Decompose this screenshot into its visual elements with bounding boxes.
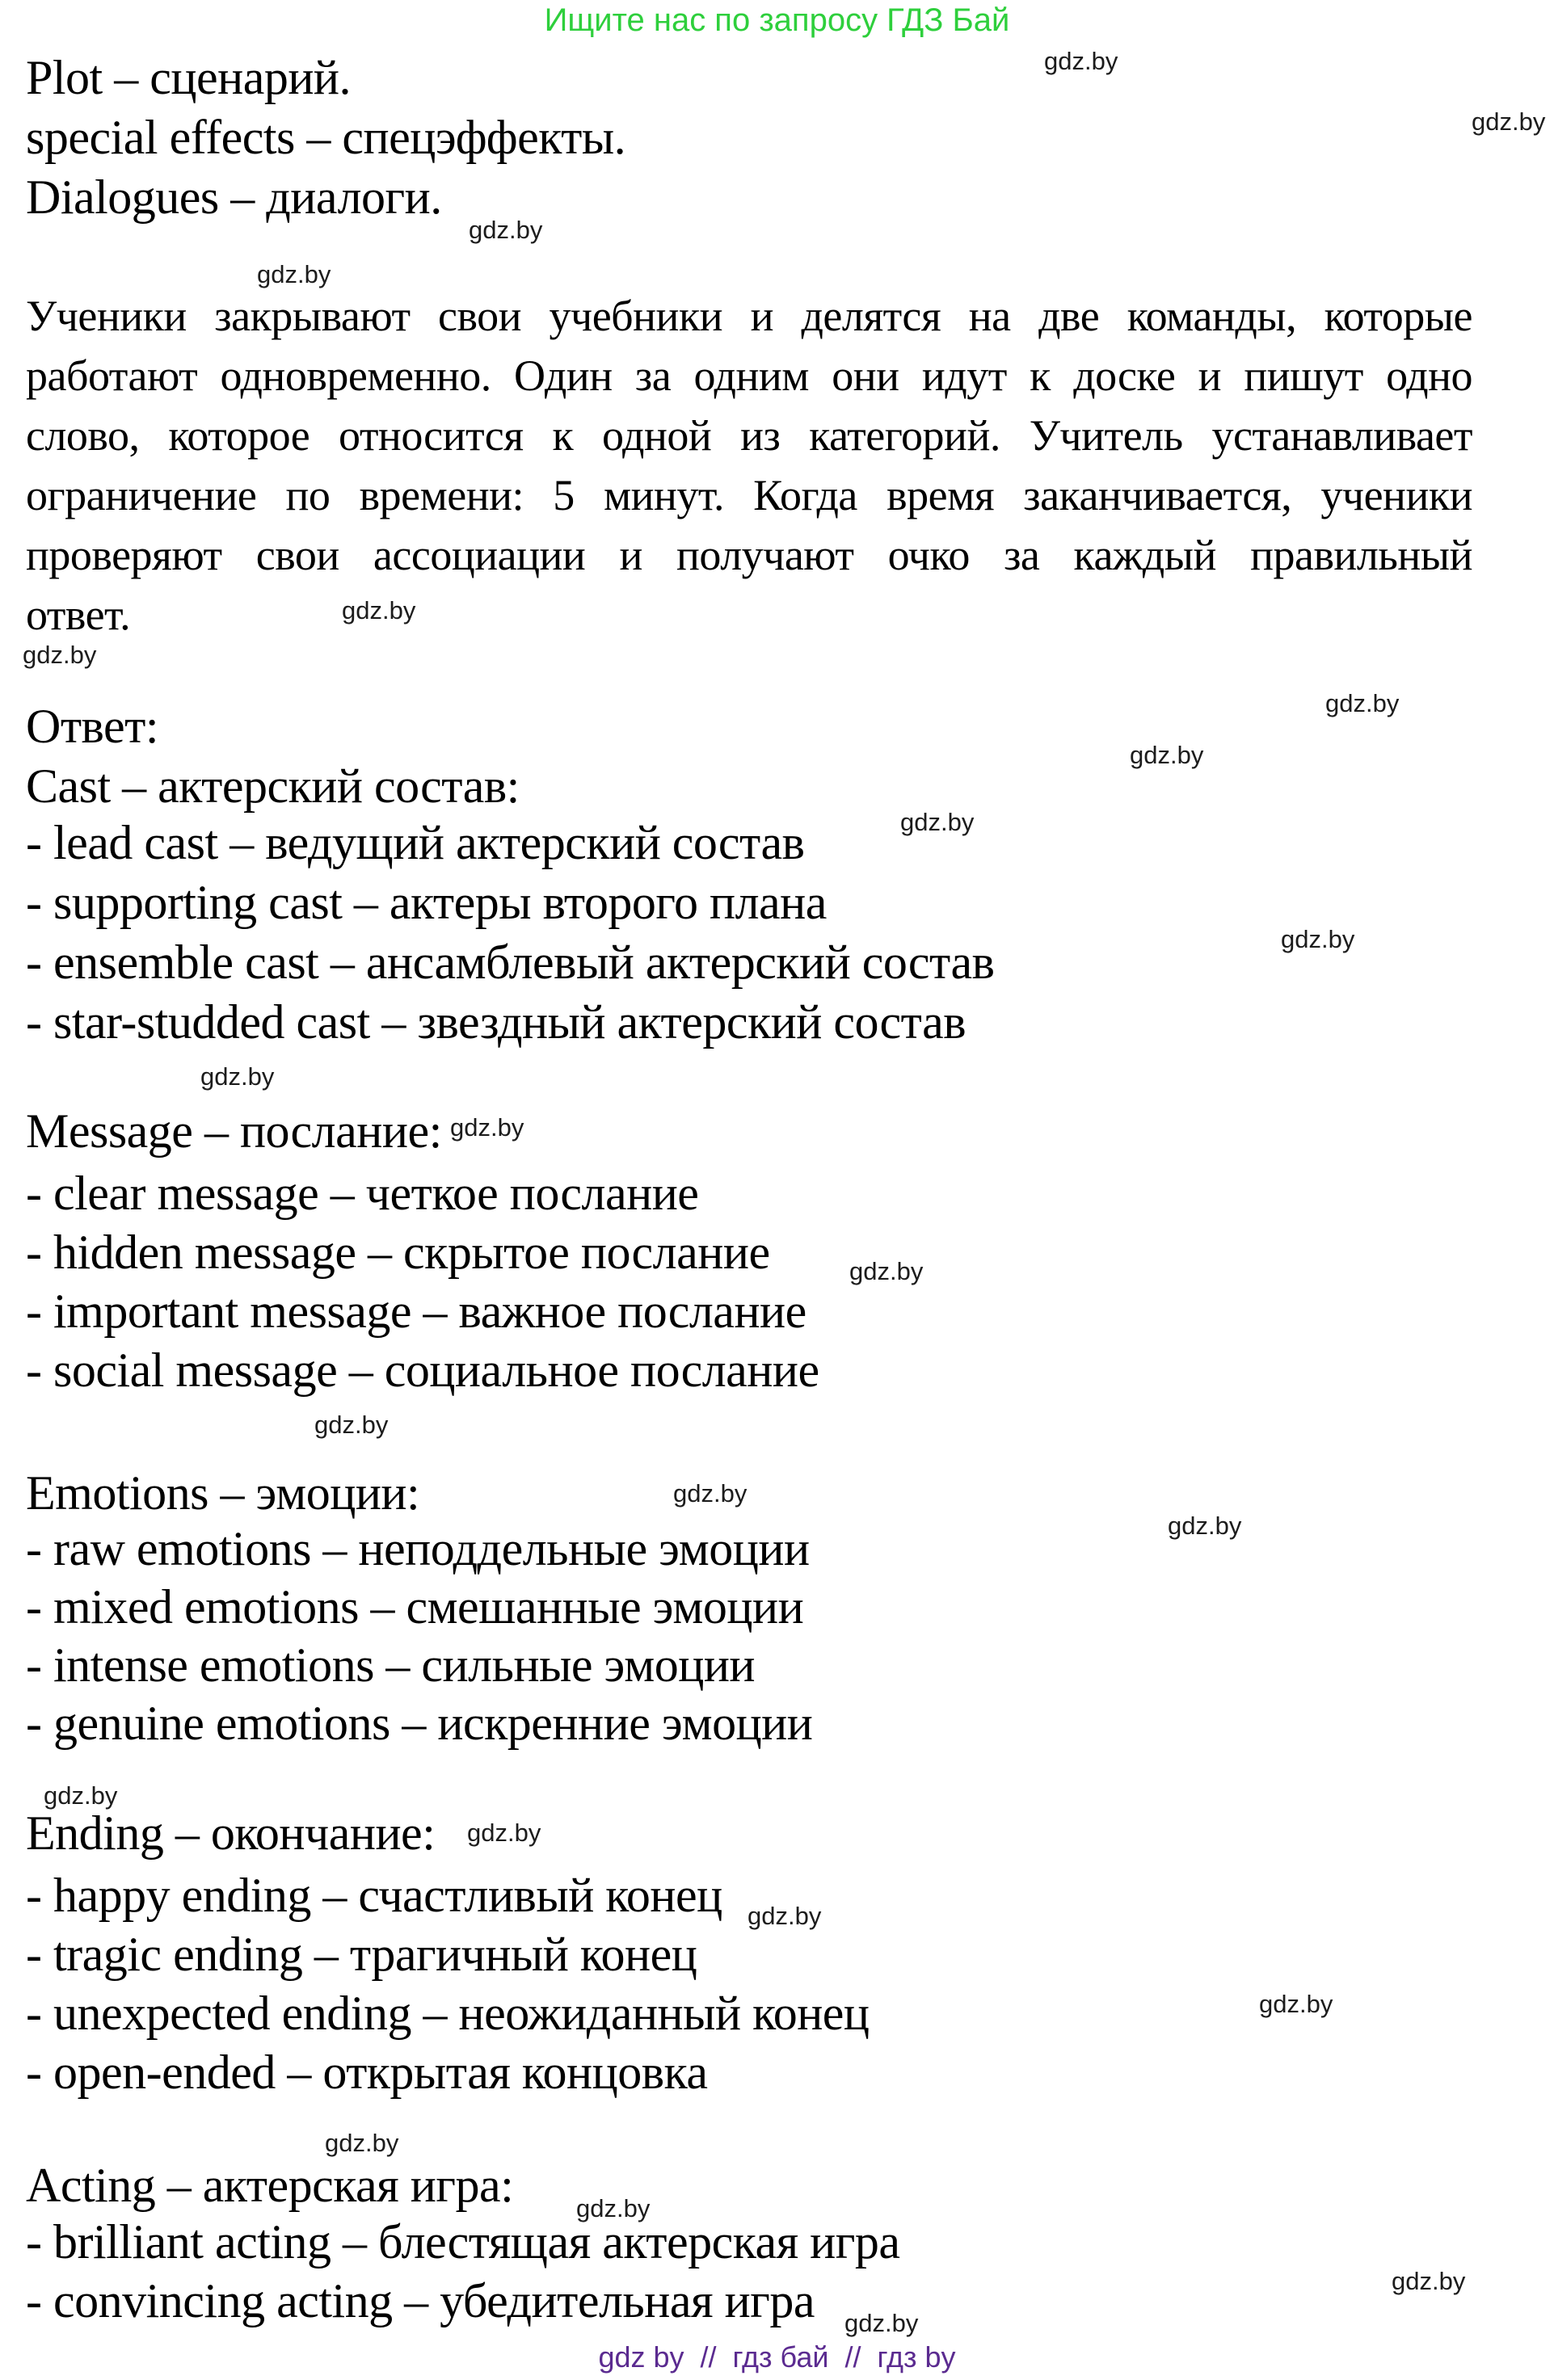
watermark-gdz: gdz.by: [467, 1819, 541, 1847]
vocab-item: - ensemble cast – ансамблевый актерский состав: [26, 936, 995, 989]
watermark-gdz: gdz.by: [1281, 925, 1355, 953]
watermark-gdz: gdz.by: [1472, 107, 1546, 136]
vocab-item: - tragic ending – трагичный конец: [26, 1928, 697, 1981]
watermark-gdz: gdz.by: [673, 1479, 748, 1507]
watermark-gdz: gdz.by: [576, 2194, 651, 2222]
watermark-gdz: gdz.by: [900, 808, 975, 836]
definition-line: Dialogues – диалоги.: [26, 170, 442, 224]
vocab-item: - mixed emotions – смешанные эмоции: [26, 1580, 804, 1634]
watermark-gdz: gdz.by: [849, 1257, 924, 1285]
watermark-gdz: gdz.by: [1130, 741, 1204, 769]
watermark-gdz: gdz.by: [1325, 689, 1400, 717]
vocab-item: - open-ended – открытая концовка: [26, 2046, 708, 2099]
definition-line: Plot – сценарий.: [26, 51, 352, 104]
header-promo-text: Ищите нас по запросу ГДЗ Бай: [544, 2, 1010, 38]
section-items-message: [26, 1164, 819, 1400]
watermark-gdz: gdz.by: [200, 1062, 275, 1091]
vocab-item: - unexpected ending – неожиданный конец: [26, 1987, 870, 2040]
watermark-gdz: gdz.by: [844, 2309, 919, 2337]
answer-label: Ответ:: [26, 700, 159, 753]
footer-promo-text: gdz by // гдз бай // гдз by: [598, 2340, 956, 2374]
watermark-gdz: gdz.by: [325, 2129, 399, 2157]
vocab-item: - intense emotions – сильные эмоции: [26, 1638, 756, 1692]
vocab-item: - convincing acting – убедительная игра: [26, 2274, 815, 2327]
paragraph-line: работают одновременно. Один за одним они идут к доске и пишут одно: [26, 351, 1472, 400]
vocab-item: - important message – важное послание: [26, 1285, 806, 1338]
task-description-paragraph: [26, 286, 1472, 645]
vocab-item: - star-studded cast – звездный актерский состав: [26, 995, 967, 1049]
section-items-ending: [26, 1866, 870, 2102]
section-title-ending: Ending – окончание:: [26, 1806, 436, 1860]
definitions-block: [26, 48, 625, 227]
section-title-emotions: Emotions – эмоции:: [26, 1466, 420, 1520]
vocab-item: - social message – социальное послание: [26, 1343, 819, 1397]
vocab-item: - clear message – четкое послание: [26, 1167, 699, 1220]
watermark-gdz: gdz.by: [450, 1113, 524, 1142]
paragraph-line: слово, которое относится к одной из категорий. Учитель устанавливает: [26, 411, 1472, 460]
watermark-gdz: gdz.by: [1392, 2267, 1466, 2295]
watermark-gdz: gdz.by: [1044, 47, 1118, 75]
watermark-gdz: gdz.by: [44, 1781, 118, 1810]
section-title-acting: Acting – актерская игра:: [26, 2159, 514, 2212]
vocab-item: - hidden message – скрытое послание: [26, 1226, 770, 1279]
section-title-message: Message – послание:: [26, 1104, 442, 1158]
section-items-acting: [26, 2213, 900, 2331]
watermark-gdz: gdz.by: [314, 1411, 389, 1439]
watermark-gdz: gdz.by: [342, 596, 416, 624]
vocab-item: - raw emotions – неподдельные эмоции: [26, 1522, 810, 1575]
watermark-gdz: gdz.by: [23, 641, 97, 669]
watermark-gdz: gdz.by: [1259, 1990, 1333, 2018]
vocab-item: - happy ending – счастливый конец: [26, 1869, 722, 1922]
watermark-gdz: gdz.by: [469, 216, 543, 244]
vocab-item: - brilliant acting – блестящая актерская игра: [26, 2215, 900, 2269]
section-items-cast: [26, 813, 994, 1052]
vocab-item: - genuine emotions – искренние эмоции: [26, 1697, 813, 1750]
watermark-gdz: gdz.by: [748, 1902, 822, 1930]
watermark-gdz: gdz.by: [1168, 1512, 1242, 1540]
definition-line: special effects – спецэффекты.: [26, 111, 626, 164]
paragraph-line: проверяют свои ассоциации и получают очко за каждый правильный: [26, 531, 1472, 579]
paragraph-line: ограничение по времени: 5 минут. Когда время заканчивается, ученики: [26, 471, 1472, 519]
section-items-emotions: [26, 1520, 812, 1752]
paragraph-line: Ученики закрывают свои учебники и делятся на две команды, которые: [26, 292, 1472, 340]
paragraph-line: ответ.: [26, 591, 131, 639]
section-title-cast: Cast – актерский состав:: [26, 759, 520, 813]
vocab-item: - lead cast – ведущий актерский состав: [26, 816, 805, 869]
watermark-gdz: gdz.by: [257, 260, 331, 288]
vocab-item: - supporting cast – актеры второго плана: [26, 876, 827, 929]
